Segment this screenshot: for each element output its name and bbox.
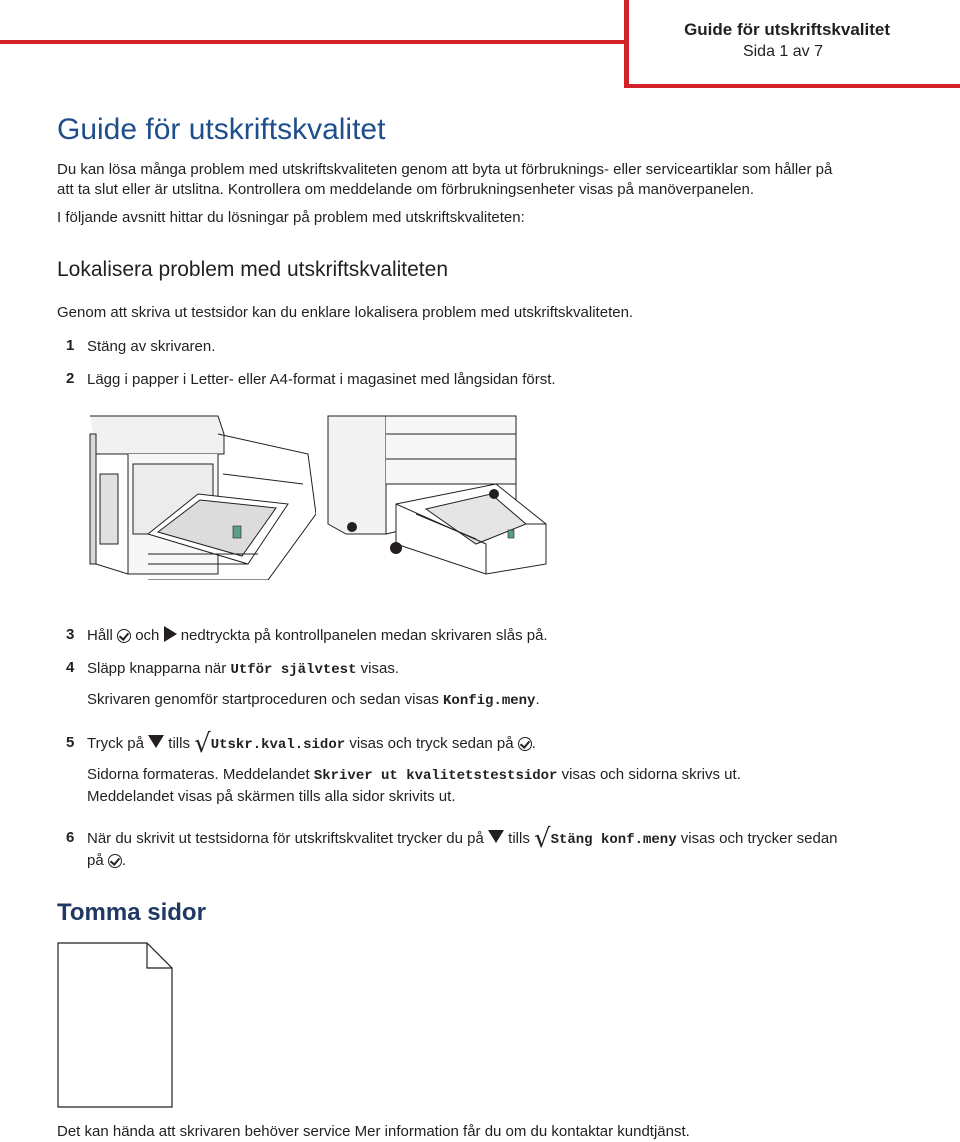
step-6-number: 6 <box>66 829 75 846</box>
checkmark-symbol-icon: √ <box>534 824 551 854</box>
step-5-part-a: Tryck på <box>87 735 144 752</box>
step-4-number: 4 <box>66 659 75 676</box>
header-page-number: Sida 1 av 7 <box>742 43 823 60</box>
section-lead: Genom att skriva ut testsidor kan du enklare lokalisera problem med utskriftskvaliteten. <box>57 304 634 321</box>
page-title: Guide för utskriftskvalitet <box>57 113 386 146</box>
step-1-text: Stäng av skrivaren. <box>87 338 216 355</box>
step-3-part-b: och <box>135 627 160 644</box>
select-check-icon <box>108 854 122 868</box>
step-6-part-a: När du skrivit ut testsidorna för utskriftskvalitet trycker du på <box>87 830 484 847</box>
step-2-number: 2 <box>66 370 75 387</box>
intro-paragraph-1 <box>57 160 832 200</box>
section-heading-blank-pages: Tomma sidor <box>57 899 206 926</box>
step-6-part-c: visas och trycker sedan <box>680 830 838 847</box>
step-4-sub-part-b: . <box>535 691 540 708</box>
step-5-sub1-part-b: visas och sidorna skrivs ut. <box>561 766 741 783</box>
step-3-part-a: Håll <box>87 627 113 644</box>
step-6-code: Stäng konf.meny <box>550 832 677 848</box>
printer-tray-illustration-right <box>326 414 554 580</box>
step-4-sub-part-a: Skrivaren genomför startproceduren och sedan visas <box>87 691 439 708</box>
step-6-text-line-2 <box>87 850 126 871</box>
printer-tray-illustration-left <box>88 414 316 580</box>
step-6-part-d: på <box>87 852 104 869</box>
right-arrow-icon <box>164 626 177 642</box>
step-6-part-e: . <box>121 852 127 869</box>
step-5-code: Utskr.kval.sidor <box>210 737 346 753</box>
down-arrow-icon <box>488 830 504 843</box>
down-arrow-icon <box>148 735 164 748</box>
step-4-part-b: visas. <box>360 660 399 677</box>
section-heading-locate: Lokalisera problem med utskriftskvaliteten <box>57 258 449 281</box>
select-check-icon <box>117 629 131 643</box>
blank-pages-text: Det kan hända att skrivaren behöver service Mer information får du om du kontaktar kundtjänst. <box>57 1123 690 1140</box>
step-4-text <box>87 658 399 681</box>
step-5-sub1-code: Skriver ut kvalitetstestsidor <box>313 768 558 784</box>
step-4-code: Utför självtest <box>230 662 357 678</box>
step-5-part-b: tills <box>168 735 190 752</box>
checkmark-symbol-icon: √ <box>194 729 211 759</box>
header-rule-vertical <box>624 0 629 88</box>
step-5-number: 5 <box>66 734 75 751</box>
step-5-part-d: . <box>531 735 536 752</box>
step-3-text <box>87 625 548 646</box>
step-5-part-c: visas och tryck sedan på <box>349 735 514 752</box>
step-5-text <box>87 729 536 759</box>
step-5-subtext-2: Meddelandet visas på skärmen tills alla sidor skrivits ut. <box>87 788 456 805</box>
step-6-text <box>87 824 838 854</box>
select-check-icon <box>518 737 532 751</box>
step-4-sub-code: Konfig.meny <box>443 693 536 709</box>
step-4-subtext <box>87 689 540 712</box>
step-5-subtext-1 <box>87 764 741 787</box>
step-4-part-a: Släpp knapparna när <box>87 660 227 677</box>
blank-page-illustration <box>57 942 173 1108</box>
step-6-part-b: tills <box>508 830 530 847</box>
step-2-text: Lägg i papper i Letter- eller A4-format i magasinet med långsidan först. <box>87 371 556 388</box>
intro-line-2: att ta slut eller är utslitna. Kontrollera om meddelande om förbrukningsenheter visas på manöverpanelen. <box>57 181 755 198</box>
header-title: Guide för utskriftskvalitet <box>684 20 890 39</box>
step-3-part-c: nedtryckta på kontrollpanelen medan skrivaren slås på. <box>180 627 548 644</box>
header-rule-horizontal <box>0 40 625 44</box>
intro-paragraph-2: I följande avsnitt hittar du lösningar på problem med utskriftskvaliteten: <box>57 209 525 226</box>
step-1-number: 1 <box>66 337 75 354</box>
header-rule-bottom <box>624 84 960 88</box>
step-5-sub1-part-a: Sidorna formateras. Meddelandet <box>87 766 310 783</box>
intro-line-1: Du kan lösa många problem med utskriftskvaliteten genom att byta ut förbruknings- eller serviceartiklar som håller på <box>57 161 833 178</box>
step-3-number: 3 <box>66 626 75 643</box>
